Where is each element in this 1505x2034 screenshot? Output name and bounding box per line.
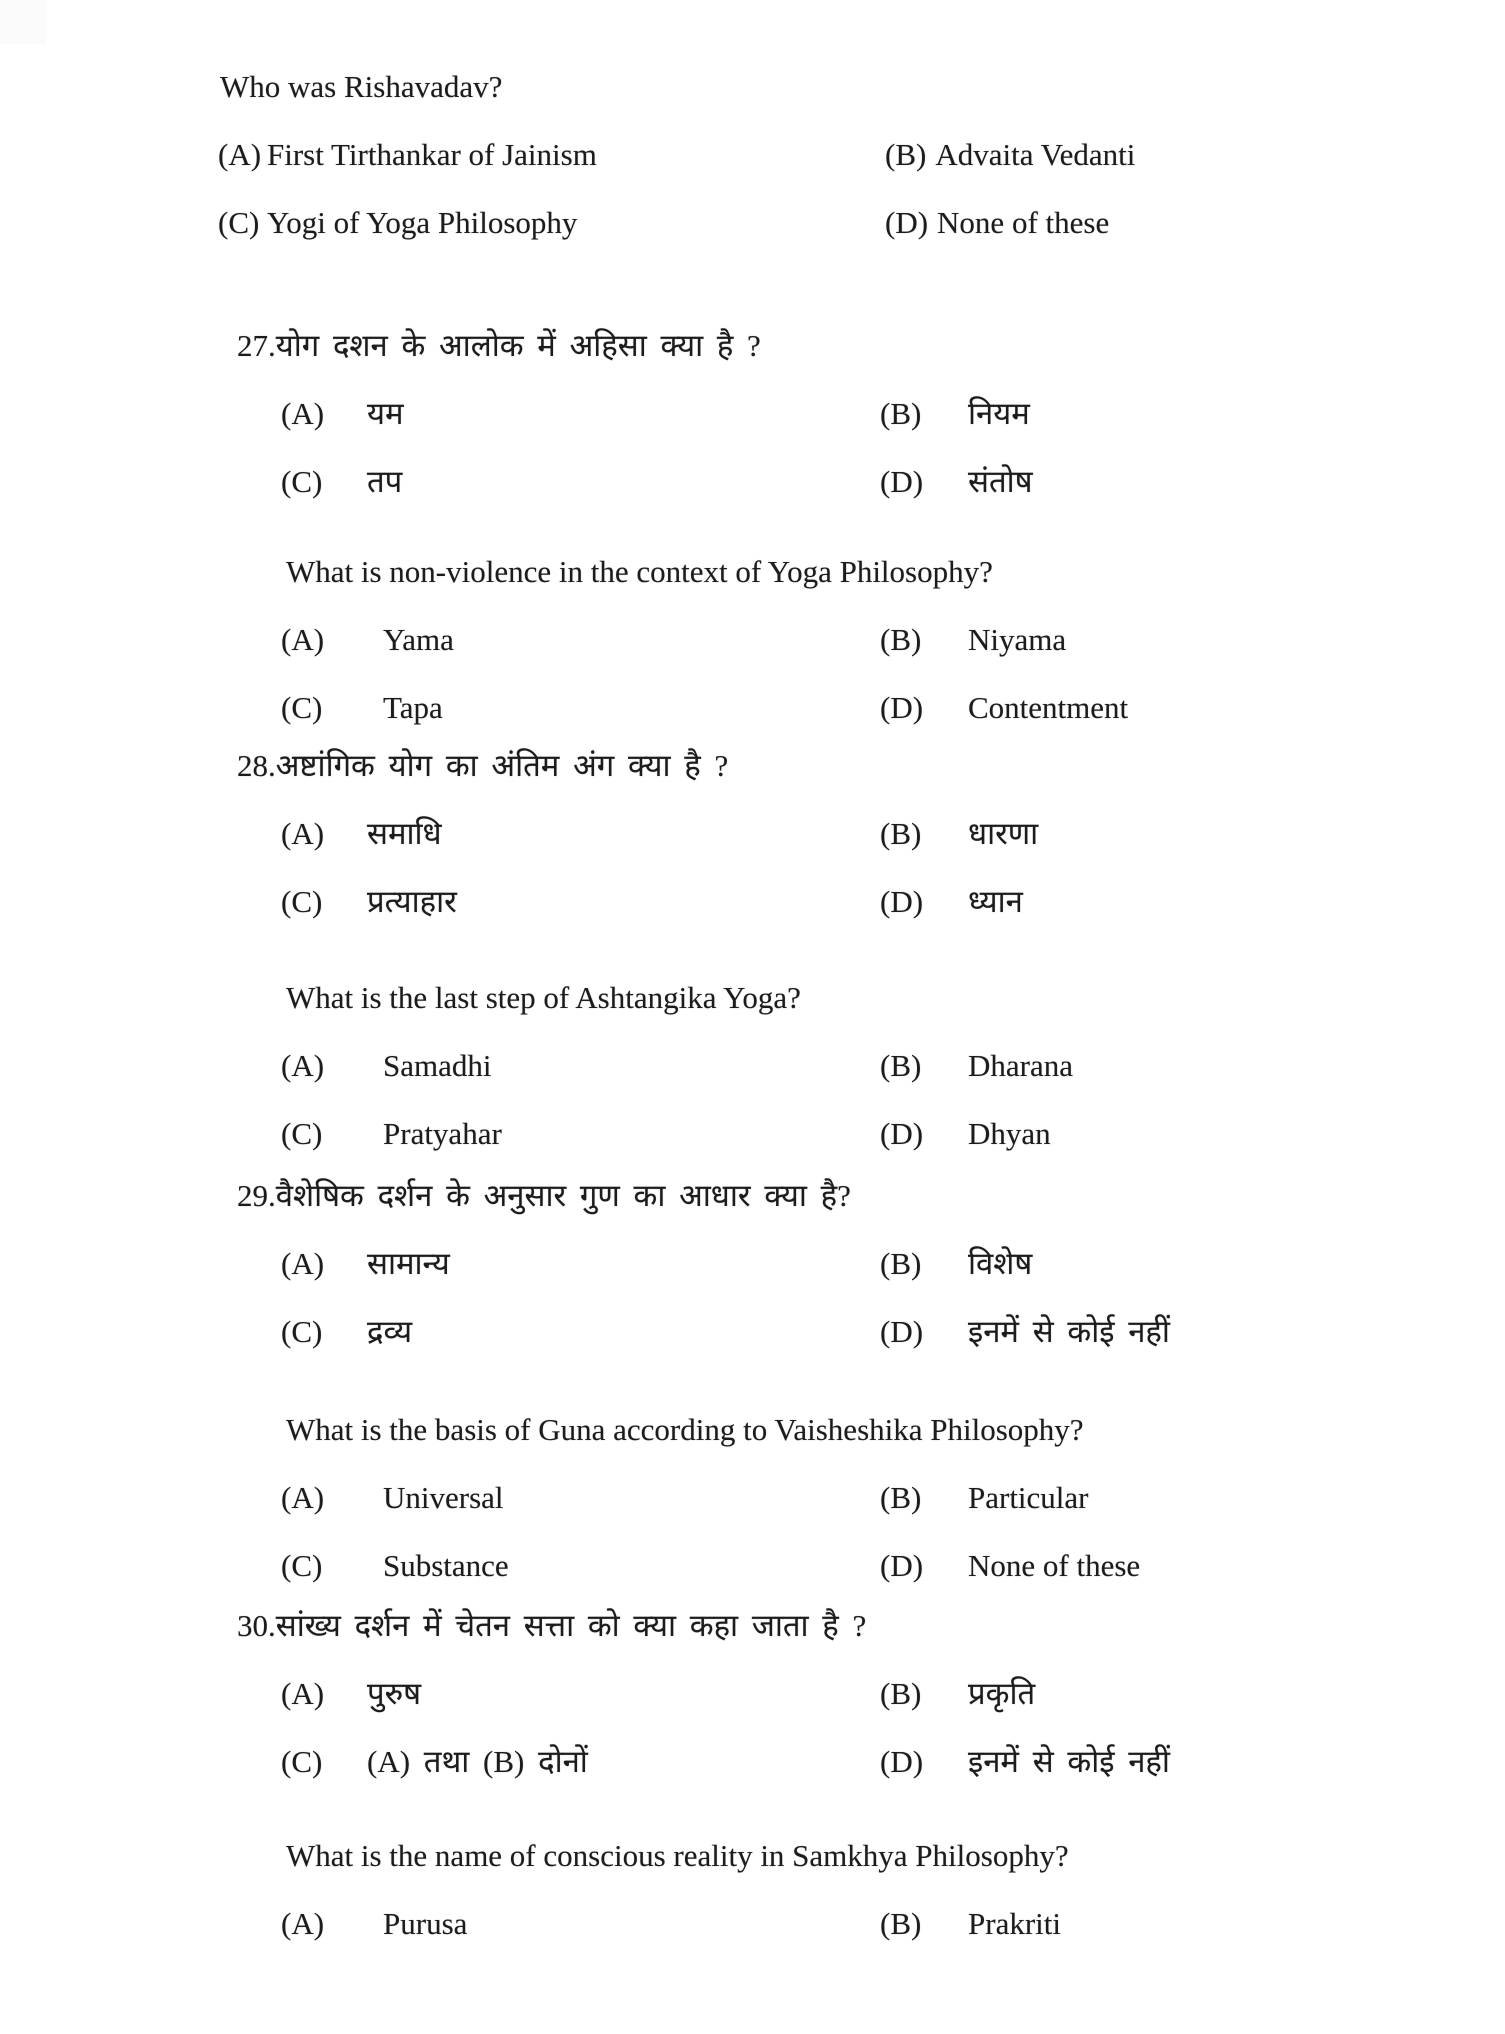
- option-d: [880, 1546, 1140, 1586]
- question-stem-row: [0, 732, 1505, 800]
- option-a-label: (A): [281, 1048, 325, 1083]
- option-c-label: (C): [218, 205, 260, 240]
- question-stem: What is non-violence in the context of Yoga Philosophy?: [286, 554, 993, 589]
- option-c: [281, 462, 880, 502]
- question-stem-row: [0, 538, 1505, 606]
- option-c-label: (C): [281, 1744, 323, 1779]
- question-stem-row: [0, 1822, 1505, 1890]
- option-row: [0, 606, 1505, 674]
- option-d-label: (D): [880, 1744, 924, 1779]
- option-b-text: Advaita Vedanti: [935, 137, 1136, 172]
- option-row: [0, 448, 1505, 516]
- option-c-text: द्रव्य: [367, 1314, 413, 1349]
- option-a-label: (A): [281, 1480, 325, 1515]
- question-block-29-hi: [0, 1162, 1505, 1366]
- option-c-label: (C): [281, 1116, 323, 1151]
- option-row: [0, 1532, 1505, 1600]
- option-c-text: Substance: [383, 1548, 509, 1583]
- option-d-text: इनमें से कोई नहीं: [968, 1744, 1170, 1779]
- question-block-28-en: [0, 964, 1505, 1168]
- option-b: [880, 1674, 1035, 1714]
- question-block-27-en: [0, 538, 1505, 742]
- question-block-29-en: [0, 1396, 1505, 1600]
- option-a-text: यम: [367, 396, 404, 431]
- option-c-label: (C): [281, 1548, 323, 1583]
- option-c: [281, 1742, 880, 1782]
- option-b: [885, 135, 1135, 175]
- option-d-label: (D): [880, 1548, 924, 1583]
- question-stem: Who was Rishavadav?: [220, 69, 503, 104]
- option-c-text: तप: [367, 464, 403, 499]
- question-stem-row: [0, 53, 1505, 121]
- option-a: [281, 1478, 880, 1518]
- option-b: [880, 1244, 1032, 1284]
- option-d-text: None of these: [937, 205, 1110, 240]
- option-c: [281, 1312, 880, 1352]
- option-b-text: विशेष: [968, 1246, 1033, 1281]
- option-row: [0, 121, 1505, 189]
- question-number: 29.: [237, 1178, 276, 1213]
- option-d-label: (D): [880, 464, 924, 499]
- option-a: [218, 135, 885, 175]
- option-d-label: (D): [880, 690, 924, 725]
- option-b-text: प्रकृति: [968, 1676, 1036, 1711]
- question-stem: What is the basis of Guna according to Vaisheshika Philosophy?: [286, 1412, 1084, 1447]
- option-a: [281, 1046, 880, 1086]
- option-b-text: Dharana: [968, 1048, 1073, 1083]
- option-a: [281, 1904, 880, 1944]
- option-row: [0, 868, 1505, 936]
- option-a-label: (A): [281, 622, 325, 657]
- option-b: [880, 1904, 1061, 1944]
- option-d-label: (D): [880, 884, 924, 919]
- option-a: [281, 1674, 880, 1714]
- option-c: [281, 1546, 880, 1586]
- question-stem: What is the name of conscious reality in Samkhya Philosophy?: [286, 1838, 1069, 1873]
- option-c-label: (C): [281, 690, 323, 725]
- option-a-label: (A): [281, 816, 325, 851]
- option-b-label: (B): [885, 137, 927, 172]
- option-d: [880, 1114, 1051, 1154]
- option-row: [0, 189, 1505, 257]
- option-d: [880, 462, 1033, 502]
- option-b-label: (B): [880, 816, 922, 851]
- option-c: [281, 688, 880, 728]
- option-a-label: (A): [281, 396, 325, 431]
- option-d-label: (D): [885, 205, 929, 240]
- option-a-text: First Tirthankar of Jainism: [267, 137, 597, 172]
- option-b-text: नियम: [968, 396, 1030, 431]
- option-d: [885, 203, 1109, 243]
- option-c-label: (C): [281, 464, 323, 499]
- option-b-label: (B): [880, 1048, 922, 1083]
- question-stem: योग दशन के आलोक में अहिसा क्या है ?: [275, 328, 761, 363]
- option-b-label: (B): [880, 396, 922, 431]
- option-row: [0, 1464, 1505, 1532]
- option-a-label: (A): [281, 1246, 325, 1281]
- option-row: [0, 1728, 1505, 1796]
- option-row: [0, 1298, 1505, 1366]
- option-d-text: इनमें से कोई नहीं: [968, 1314, 1170, 1349]
- question-stem: अष्टांगिक योग का अंतिम अंग क्या है ?: [275, 748, 729, 783]
- option-c-text: (A) तथा (B) दोनों: [367, 1744, 588, 1779]
- option-row: [0, 1890, 1505, 1958]
- option-c: [218, 203, 885, 243]
- option-a: [281, 620, 880, 660]
- option-c-text: Yogi of Yoga Philosophy: [267, 205, 578, 240]
- question-stem-row: [0, 964, 1505, 1032]
- option-d: [880, 688, 1128, 728]
- option-d-text: None of these: [968, 1548, 1141, 1583]
- option-a-text: पुरुष: [367, 1676, 422, 1711]
- option-row: [0, 800, 1505, 868]
- option-a-text: Samadhi: [383, 1048, 492, 1083]
- option-d-label: (D): [880, 1314, 924, 1349]
- option-b-text: Prakriti: [968, 1906, 1061, 1941]
- option-a: [281, 1244, 880, 1284]
- option-a-text: Yama: [383, 622, 454, 657]
- option-b: [880, 394, 1030, 434]
- option-a-label: (A): [281, 1676, 325, 1711]
- question-stem-row: [0, 1592, 1505, 1660]
- option-b-text: Particular: [968, 1480, 1089, 1515]
- option-c: [281, 1114, 880, 1154]
- question-stem: वैशेषिक दर्शन के अनुसार गुण का आधार क्या है?: [275, 1178, 851, 1213]
- option-d-text: संतोष: [968, 464, 1033, 499]
- option-b-label: (B): [880, 1676, 922, 1711]
- option-a-text: Purusa: [383, 1906, 468, 1941]
- option-d-text: ध्यान: [968, 884, 1023, 919]
- question-stem: What is the last step of Ashtangika Yoga?: [286, 980, 801, 1015]
- option-row: [0, 1032, 1505, 1100]
- question-stem-row: [0, 1162, 1505, 1230]
- option-c-text: Pratyahar: [383, 1116, 502, 1151]
- question-number: 27.: [237, 328, 276, 363]
- question-block-30-hi: [0, 1592, 1505, 1796]
- option-row: [0, 1230, 1505, 1298]
- question-block-27-hi: [0, 312, 1505, 516]
- option-b-text: धारणा: [968, 816, 1039, 851]
- option-b-label: (B): [880, 1246, 922, 1281]
- option-d: [880, 1742, 1170, 1782]
- question-block-30-en: [0, 1822, 1505, 1958]
- question-stem: सांख्य दर्शन में चेतन सत्ता को क्या कहा जाता है ?: [275, 1608, 867, 1643]
- question-stem-row: [0, 1396, 1505, 1464]
- option-a: [281, 814, 880, 854]
- scan-corner-artifact: [0, 0, 46, 44]
- option-b-label: (B): [880, 1480, 922, 1515]
- question-block-26-en: [0, 53, 1505, 257]
- option-b-label: (B): [880, 1906, 922, 1941]
- option-d: [880, 882, 1023, 922]
- option-row: [0, 1660, 1505, 1728]
- option-a-text: समाधि: [367, 816, 442, 851]
- option-c-label: (C): [281, 884, 323, 919]
- option-row: [0, 1100, 1505, 1168]
- question-number: 30.: [237, 1608, 276, 1643]
- option-a: [281, 394, 880, 434]
- option-c-text: प्रत्याहार: [367, 884, 457, 919]
- option-b: [880, 1478, 1089, 1518]
- option-a-label: (A): [218, 137, 262, 172]
- question-block-28-hi: [0, 732, 1505, 936]
- option-b: [880, 814, 1038, 854]
- option-b-label: (B): [880, 622, 922, 657]
- option-b: [880, 620, 1066, 660]
- option-b: [880, 1046, 1073, 1086]
- option-row: [0, 380, 1505, 448]
- option-c: [281, 882, 880, 922]
- option-a-text: Universal: [383, 1480, 504, 1515]
- option-d-label: (D): [880, 1116, 924, 1151]
- option-c-text: Tapa: [383, 690, 443, 725]
- option-d-text: Dhyan: [968, 1116, 1051, 1151]
- option-a-text: सामान्य: [367, 1246, 450, 1281]
- option-d: [880, 1312, 1170, 1352]
- option-b-text: Niyama: [968, 622, 1067, 657]
- option-a-label: (A): [281, 1906, 325, 1941]
- question-number: 28.: [237, 748, 276, 783]
- option-d-text: Contentment: [968, 690, 1129, 725]
- question-stem-row: [0, 312, 1505, 380]
- option-c-label: (C): [281, 1314, 323, 1349]
